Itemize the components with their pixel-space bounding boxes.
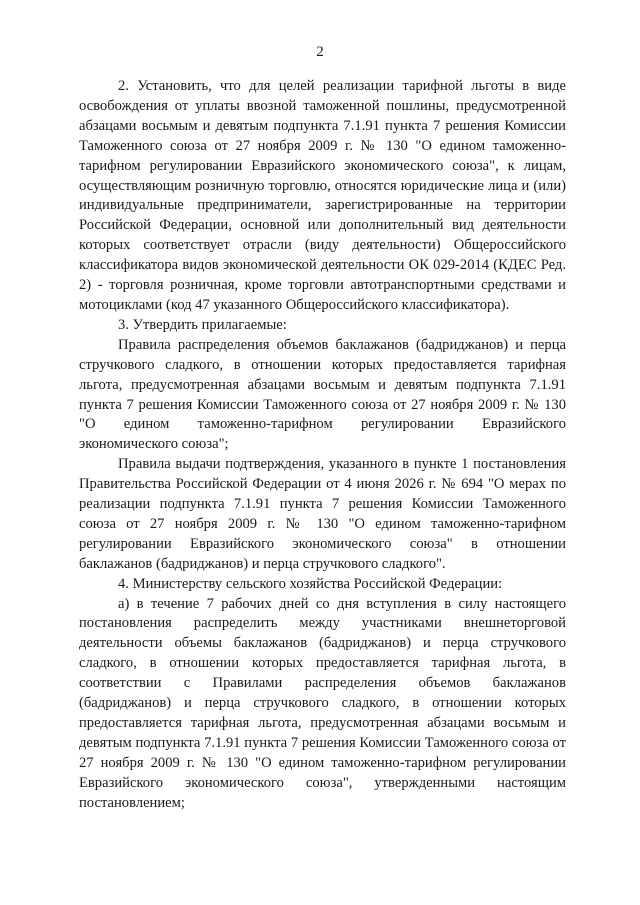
paragraph-rules-distribution: Правила распределения объемов баклажанов (бадриджанов) и перца стручкового сладкого, в отношении которых предоставляется тарифная льгота, предусмотренная абзацами восьмым и девятым подпункта 7.1.91 пункта 7 решения Комиссии Таможенного союза от 27 ноября 2009 г. № 130 "О едином таможенно-тарифном регулировании Евразийского экономического союза";: [79, 336, 566, 453]
paragraph-rules-confirmation: Правила выдачи подтверждения, указанного в пункте 1 постановления Правительства Российской Федерации от 4 июня 2026 г. № 694 "О мерах по реализации подпункта 7.1.91 пункта 7 решения Комиссии Таможенного союза от 27 ноября 2009 г. № 130 "О едином таможенно-тарифном регулировании Евразийского экономического союза" в отношении баклажанов (бадриджанов) и перца стручкового сладкого".: [79, 456, 566, 572]
paragraph-item-4: 4. Министерству сельского хозяйства Российской Федерации:: [118, 575, 503, 592]
paragraph-item-4a: а) в течение 7 рабочих дней со дня вступления в силу настоящего постановления распределить между участниками внешнеторговой деятельности объемы баклажанов (бадриджанов) и перца стручкового сладкого, в отношении которых предоставляется тарифная льгота, в соответствии с Правилами распределения объемов баклажанов (бадриджанов) и перца стручкового сладкого, в отношении которых предоставляется тарифная льгота, предусмотренная абзацами восьмым и девятым подпункта 7.1.91 пункта 7 решения Комиссии Таможенного союза от 27 ноября 2009 г. № 130 "О едином таможенно-тарифном регулировании Евразийского экономического союза", утвержденными настоящим постановлением;: [79, 595, 566, 811]
paragraph-item-2: 2. Установить, что для целей реализации тарифной льготы в виде освобождения от уплаты ввозной таможенной пошлины, предусмотренной абзацами восьмым и девятым подпункта 7.1.91 пункта 7 решения Комиссии Таможенного союза от 27 ноября 2009 г. № 130 "О едином таможенно-тарифном регулировании Евразийского экономического союза", к лицам, осуществляющим розничную торговлю, относятся юридические лица и (или) индивидуальные предприниматели, зарегистрированные на территории Российской Федерации, основной или дополнительный вид деятельности которых соответствует отрасли (виду деятельности) Общероссийского классификатора видов экономической деятельности ОК 029-2014 (КДЕС Ред. 2) - торговля розничная, кроме торговли автотранспортными средствами и мотоциклами (код 47 указанного Общероссийского классификатора).: [79, 78, 566, 313]
page-number: 2: [316, 44, 324, 60]
document-body: [79, 77, 566, 814]
paragraph-item-3: 3. Утвердить прилагаемые:: [118, 316, 287, 333]
